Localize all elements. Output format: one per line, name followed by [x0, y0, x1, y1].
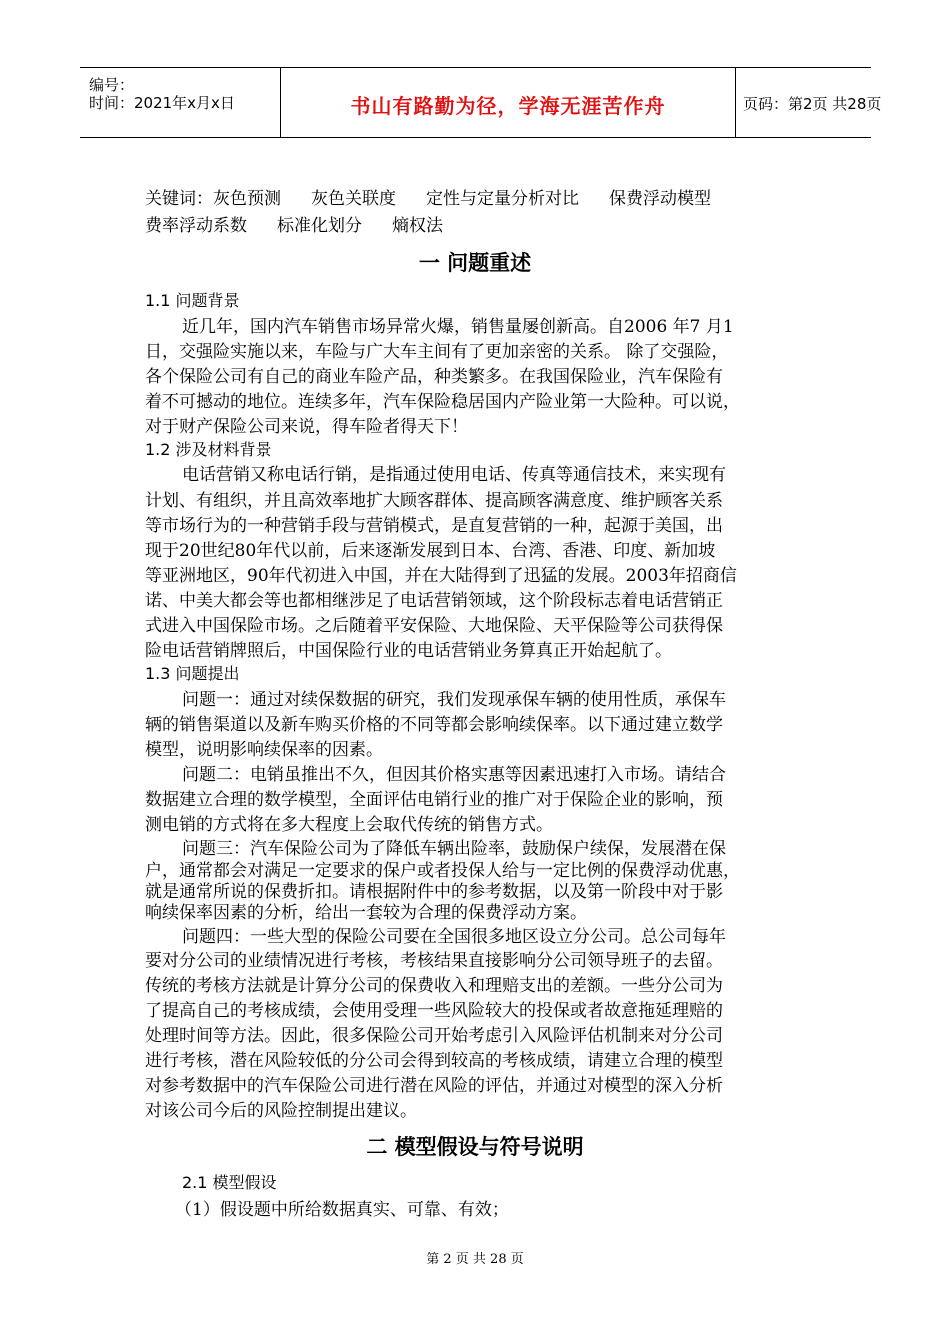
paragraph-line: 户，通常都会对满足一定要求的保户或者投保人给与一定比例的保费浮动优惠，	[145, 861, 740, 881]
header-page-info: 页码：第2页 共28页	[743, 95, 882, 113]
paragraph-line: 电话营销又称电话行销，是指通过使用电话、传真等通信技术，来实现有	[182, 465, 726, 485]
keyword: 定性与定量分析对比	[426, 189, 579, 209]
paragraph-line: 各个保险公司有自己的商业车险产品，种类繁多。在我国保险业，汽车保险有	[145, 367, 723, 387]
paragraph-line: 要对分公司的业绩情况进行考核，考核结果直接影响分公司领导班子的去留。	[145, 951, 723, 971]
paragraph-line: 对该公司今后的风险控制提出建议。	[145, 1101, 417, 1121]
paragraph-line: 着不可撼动的地位。连续多年，汽车保险稳居国内产险业第一大险种。可以说，	[145, 392, 740, 412]
paragraph-line: 问题三：汽车保险公司为了降低车辆出险率，鼓励保户续保，发展潜在保	[182, 839, 726, 859]
paragraph-line: 问题二：电销虽推出不久，但因其价格实惠等因素迅速打入市场。请结合	[182, 765, 726, 785]
paragraph-line: 问题四：一些大型的保险公司要在全国很多地区设立分公司。总公司每年	[182, 927, 726, 947]
doc-date-label: 时间：2021年x月x日	[89, 94, 235, 112]
paragraph-line: 式进入中国保险市场。之后随着平安保险、大地保险、天平保险等公司获得保	[145, 616, 723, 636]
paragraph-line: 日，交强险实施以来，车险与广大车主间有了更加亲密的关系。 除了交强险，	[145, 342, 729, 362]
keywords-line-1	[145, 184, 711, 209]
paragraph-line: 就是通常所说的保费折扣。请根据附件中的参考数据，以及第一阶段中对于影	[145, 882, 723, 902]
keyword: 费率浮动系数	[145, 216, 247, 236]
paragraph-line: 模型，说明影响续保率的因素。	[145, 740, 383, 760]
paragraph-line: 近几年，国内汽车销售市场异常火爆，销售量屡创新高。自2006 年7 月1	[182, 317, 734, 337]
paragraph-line: 问题一：通过对续保数据的研究，我们发现承保车辆的使用性质，承保车	[182, 690, 726, 710]
paragraph-line: 数据建立合理的数学模型，全面评估电销行业的推广对于保险企业的影响，预	[145, 790, 723, 810]
paragraph-line: 现于20世纪80年代以前，后来逐渐发展到日本、台湾、香港、印度、新加坡	[145, 541, 716, 561]
paragraph-line: 计划、有组织，并且高效率地扩大顾客群体、提高顾客满意度、维护顾客关系	[145, 491, 723, 511]
paragraph-line: 响续保率因素的分析，给出一套较为合理的保费浮动方案。	[145, 903, 587, 923]
paragraph-line: 对于财产保险公司来说，得车险者得天下！	[145, 417, 468, 437]
section-1-2-title: 1.2 涉及材料背景	[145, 440, 272, 459]
paragraph-line: 对参考数据中的汽车保险公司进行潜在风险的评估，并通过对模型的深入分析	[145, 1076, 723, 1096]
section-2-title: 二 模型假设与符号说明	[366, 1135, 584, 1159]
page-header	[80, 67, 882, 138]
section-1-3-title: 1.3 问题提出	[145, 664, 240, 683]
paragraph-line: 诺、中美大都会等也都相继涉足了电话营销领域，这个阶段标志着电话营销正	[145, 591, 723, 611]
paragraph-line: 传统的考核方法就是计算分公司的保费收入和理赔支出的差额。一些分公司为	[145, 976, 723, 996]
keyword: 灰色关联度	[311, 189, 396, 209]
keyword: 灰色预测	[213, 189, 281, 209]
paragraph-line: 进行考核，潜在风险较低的分公司会得到较高的考核成绩，请建立合理的模型	[145, 1051, 723, 1071]
paragraph-line: 了提高自己的考核成绩，会使用受理一些风险较大的投保或者故意拖延理赔的	[145, 1001, 723, 1021]
keywords-label: 关键词：	[145, 189, 213, 209]
keyword: 保费浮动模型	[609, 189, 711, 209]
section-1-1-title: 1.1 问题背景	[145, 291, 240, 310]
header-meta-cell	[80, 68, 280, 137]
paragraph-line: 辆的销售渠道以及新车购买价格的不同等都会影响续保率。以下通过建立数学	[145, 715, 723, 735]
section-2-1-title: 2.1 模型假设	[182, 1173, 277, 1192]
header-page-cell	[735, 68, 882, 137]
keyword: 标准化划分	[277, 216, 362, 236]
paragraph-line: 等市场行为的一种营销手段与营销模式，是直复营销的一种，起源于美国，出	[145, 516, 723, 536]
paragraph-line: 险电话营销牌照后，中国保险行业的电话营销业务算真正开始起航了。	[145, 641, 672, 661]
header-motto: 书山有路勤为径，学海无涯苦作舟	[350, 94, 666, 118]
keyword: 熵权法	[392, 216, 443, 236]
keywords-line-2	[145, 211, 443, 236]
doc-number-label: 编号：	[89, 76, 135, 94]
page-footer: 第 2 页 共 28 页	[426, 1252, 524, 1267]
section-1-title: 一 问题重述	[418, 251, 532, 275]
paragraph-line: 等亚洲地区，90年代初进入中国，并在大陆得到了迅猛的发展。2003年招商信	[145, 566, 737, 586]
paragraph-line: 测电销的方式将在多大程度上会取代传统的销售方式。	[145, 815, 553, 835]
paragraph-line: 处理时间等方法。因此，很多保险公司开始考虑引入风险评估机制来对分公司	[145, 1026, 723, 1046]
paragraph-line: （1）假设题中所给数据真实、可靠、有效；	[175, 1200, 509, 1220]
header-motto-cell	[280, 68, 736, 137]
